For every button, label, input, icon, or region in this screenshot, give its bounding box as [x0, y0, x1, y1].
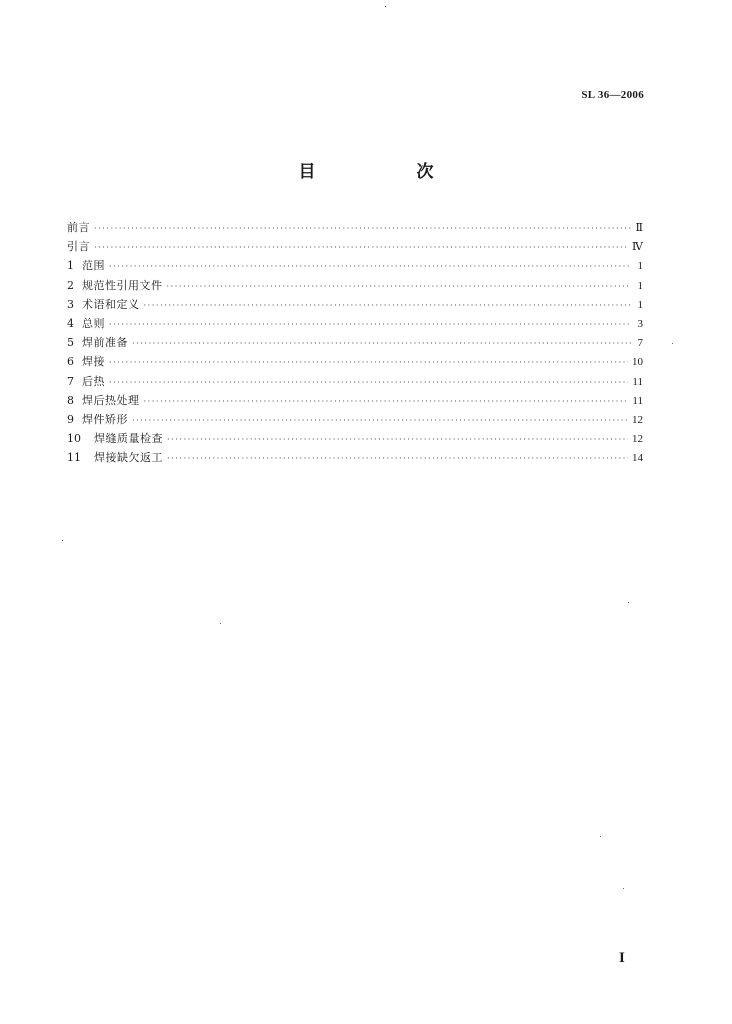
toc-entry-number: 2 — [67, 278, 74, 292]
toc-entry-number: 7 — [67, 374, 74, 388]
toc-entry-number: 6 — [67, 355, 74, 369]
dot-leader — [94, 219, 631, 238]
dot-leader — [167, 449, 628, 468]
dot-leader — [167, 277, 632, 296]
toc-entry-page: 1 — [637, 279, 643, 292]
toc-entry-number: 3 — [67, 297, 74, 311]
toc-entry-page: 11 — [632, 394, 643, 407]
toc-entry-number: 9 — [67, 412, 74, 426]
toc-title: 目 次 — [298, 162, 476, 182]
toc-entry[interactable] — [67, 391, 643, 410]
toc-entry-page: 12 — [632, 433, 643, 446]
page-number: I — [619, 950, 625, 966]
scan-speck — [672, 343, 673, 344]
toc-entry-label: 后热 — [82, 374, 105, 388]
dot-leader — [109, 257, 631, 276]
dot-leader — [109, 353, 628, 372]
toc-entry[interactable] — [67, 295, 643, 314]
toc-entry-label: 总则 — [82, 316, 105, 330]
scan-speck — [220, 623, 221, 624]
scan-speck — [628, 602, 629, 603]
toc-entry[interactable] — [67, 333, 643, 352]
toc-entry-label: 焊接 — [82, 355, 105, 369]
toc-entry-page: 14 — [632, 452, 643, 465]
dot-leader — [109, 373, 628, 392]
toc-entry-label: 前言 — [67, 221, 90, 234]
toc-entry-page: 3 — [637, 317, 643, 330]
toc-entry-page: 10 — [632, 356, 643, 369]
toc-entry-page: 7 — [637, 337, 643, 350]
toc-entry[interactable] — [67, 352, 643, 371]
toc-list — [67, 218, 643, 467]
scan-speck — [623, 888, 624, 889]
dot-leader — [167, 430, 628, 449]
toc-entry-number: 8 — [67, 393, 74, 407]
toc-entry-label: 焊缝质量检查 — [94, 432, 163, 446]
toc-entry-page: 12 — [632, 413, 643, 426]
toc-entry-label: 焊件矫形 — [82, 412, 128, 426]
scan-speck — [62, 540, 63, 541]
toc-entry-label: 焊前准备 — [82, 336, 128, 350]
toc-entry-label: 规范性引用文件 — [82, 278, 163, 292]
toc-entry-page: 1 — [637, 298, 643, 311]
toc-entry[interactable] — [67, 410, 643, 429]
scan-speck — [600, 836, 601, 837]
toc-entry-page: Ⅱ — [635, 222, 643, 234]
dot-leader — [109, 315, 631, 334]
toc-entry-label: 焊后热处理 — [82, 393, 140, 407]
toc-entry-page: 11 — [632, 375, 643, 388]
dot-leader — [144, 296, 632, 315]
toc-entry-number: 4 — [67, 316, 74, 330]
toc-entry-number: 10 — [67, 432, 81, 446]
dot-leader — [94, 238, 628, 257]
toc-entry[interactable] — [67, 448, 643, 467]
toc-entry[interactable] — [67, 218, 643, 237]
toc-entry-number: 11 — [67, 451, 81, 465]
toc-entry[interactable] — [67, 237, 643, 256]
toc-entry-label: 术语和定义 — [82, 297, 140, 311]
toc-entry-page: Ⅳ — [632, 241, 643, 254]
toc-entry-page: 1 — [637, 260, 643, 273]
toc-entry-number: 1 — [67, 259, 74, 273]
std-code: SL 36—2006 — [581, 89, 644, 101]
toc-entry[interactable] — [67, 314, 643, 333]
dot-leader — [144, 392, 629, 411]
dot-leader — [132, 411, 628, 430]
toc-entry-number: 5 — [67, 336, 74, 350]
toc-entry-label: 引言 — [67, 240, 90, 254]
toc-entry[interactable] — [67, 256, 643, 275]
toc-entry[interactable] — [67, 276, 643, 295]
toc-entry[interactable] — [67, 429, 643, 448]
toc-entry-label: 范围 — [82, 259, 105, 273]
toc-entry-label: 焊接缺欠返工 — [94, 451, 163, 465]
toc-entry[interactable] — [67, 372, 643, 391]
dot-leader — [132, 334, 631, 353]
scan-speck — [385, 6, 386, 7]
